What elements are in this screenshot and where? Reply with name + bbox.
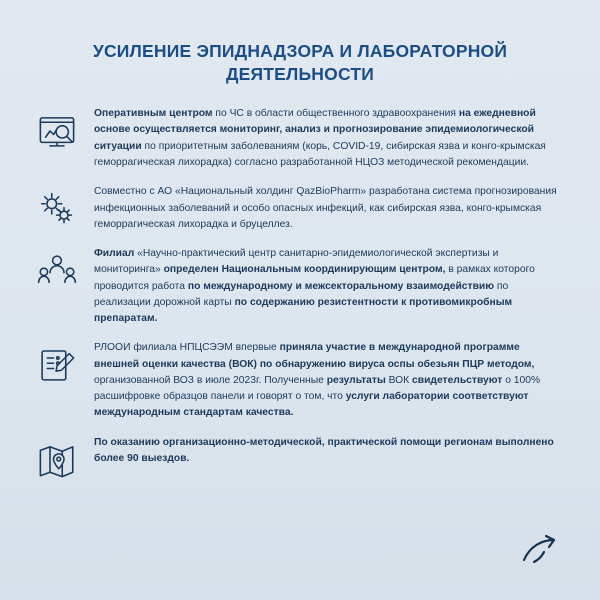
list-item <box>34 106 566 171</box>
list-item <box>34 435 566 483</box>
gears-icon <box>34 186 80 232</box>
list-item-text: Филиал «Научно-практический центр санитарно-эпидемиологической экспертизы и мониторинга» определен Национальным координирующим центром, в рамках которого проводится работа по международному и межсекторальному взаимодействию по реализации дорожной карты по содержанию резистентности к противомикробным препаратам. <box>94 248 535 325</box>
magnifier-chart-icon <box>34 108 80 154</box>
list-item <box>34 340 566 421</box>
arrow-swoosh-logo <box>520 532 564 566</box>
clipboard-pen-icon <box>34 342 80 388</box>
people-group-icon <box>34 248 80 294</box>
page-title: УСИЛЕНИЕ ЭПИДНАДЗОРА И ЛАБОРАТОРНОЙ ДЕЯТЕЛЬНОСТИ <box>92 41 508 85</box>
list-item-text: Совместно с АО «Национальный холдинг QazBioPharm» разработана система прогнозирования инфекционных заболеваний и особо опасных инфекций, как сибирская язва, конго-крымская геморрагическая лихорадка и бруцеллез. <box>94 186 557 230</box>
content-list <box>34 106 566 483</box>
map-pin-icon <box>34 437 80 483</box>
list-item-text: Оперативным центром по ЧС в области общественного здравоохранения на ежедневной основе осуществляется мониторинг, анализ и прогнозирование эпидемиологической ситуации по приоритетным заболеваниям (корь, COVID-19, сибирская язва и конго-крымская геморрагическая лихорадка) согласно разработанной НЦОЗ методической рекомендации. <box>94 108 546 168</box>
list-item-text: По оказанию организационно-методической, практической помощи регионам выполнено более 90 выездов. <box>94 436 554 464</box>
list-item-text: РЛООИ филиала НПЦСЭЭМ впервые приняла участие в международной программе внешней оценки качества (ВОК) по обнаружению вируса оспы обезьян ПЦР методом, организованной ВОЗ в июле 2023г. Полученные результаты ВОК свидетельствуют о 100% расшифровке образцов панели и говорят о том, что услуги лаборатории соответствуют международным стандартам качества. <box>94 342 541 419</box>
list-item <box>34 184 566 233</box>
list-item <box>34 246 566 327</box>
